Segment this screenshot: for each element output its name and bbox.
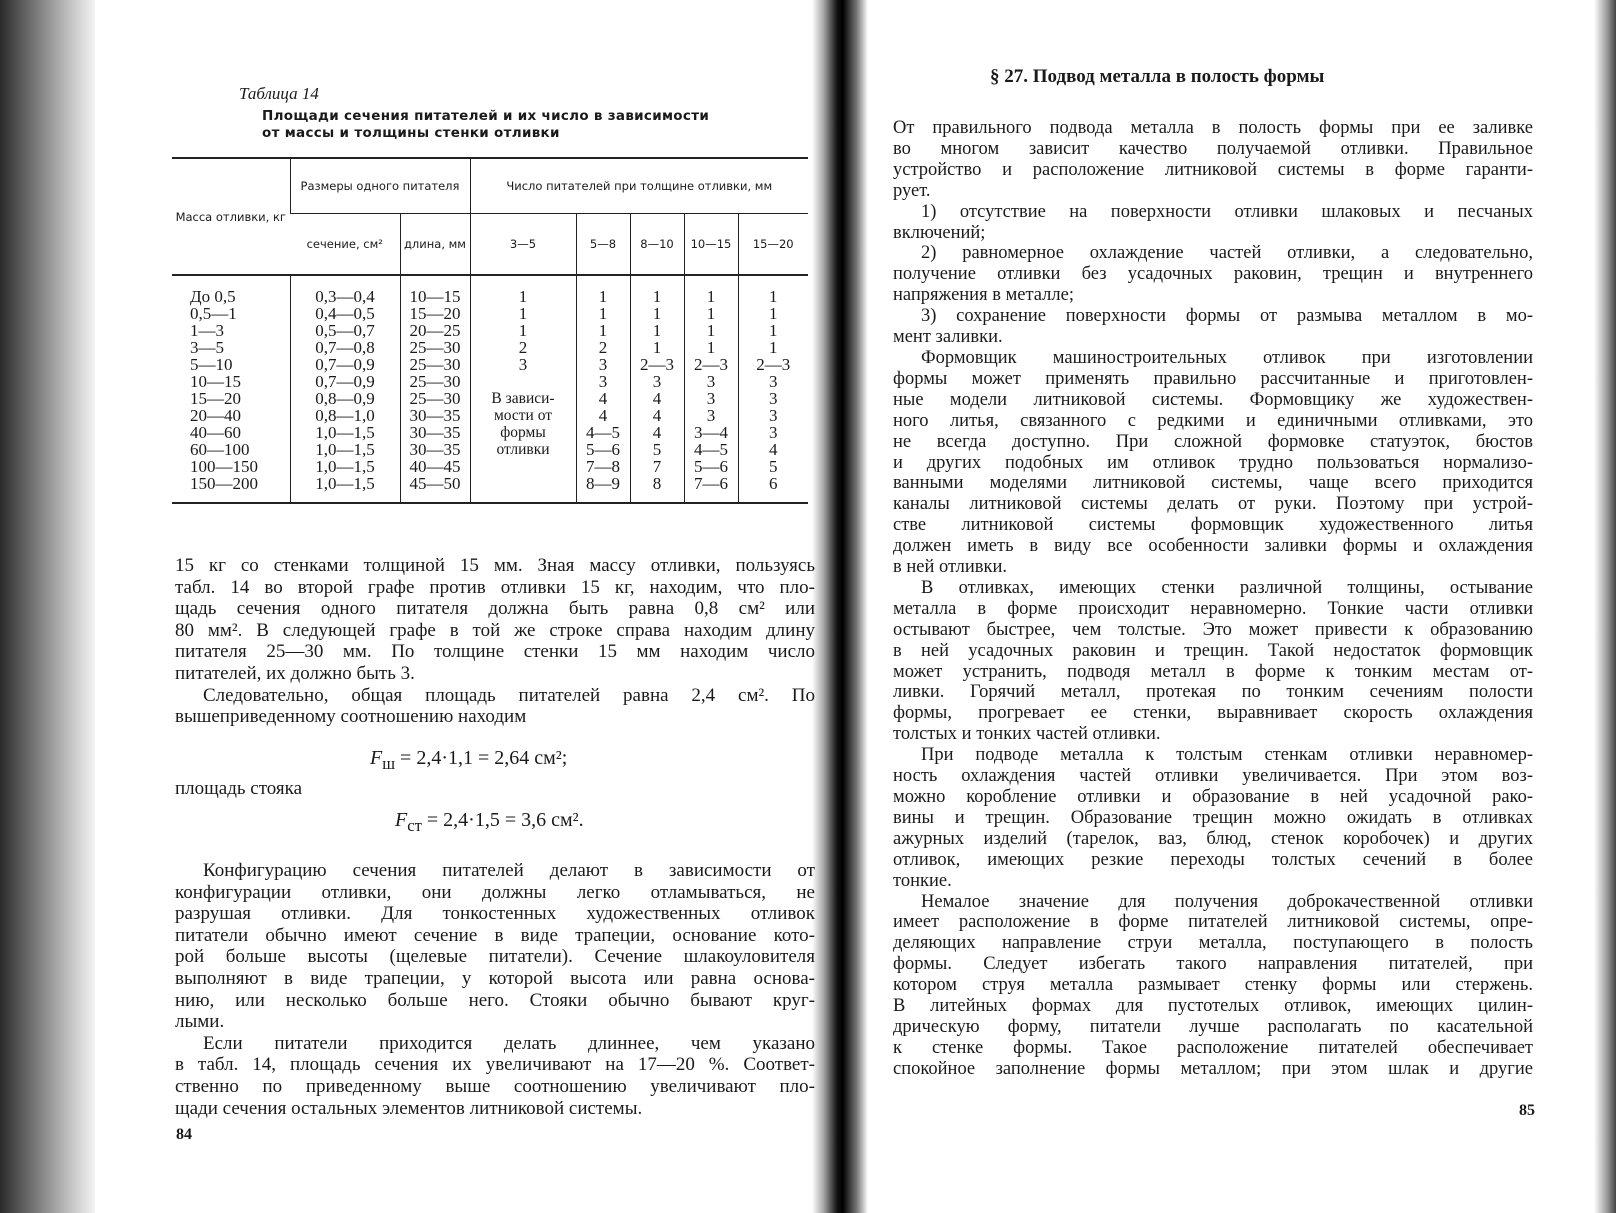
text-line: должен иметь в виду все особенности заливки формы и охлаждения bbox=[893, 536, 1533, 557]
text-line: ность охлаждения частей отливки увеличивается. При этом воз- bbox=[893, 766, 1533, 787]
table-cell: 10—15 bbox=[400, 275, 470, 305]
table-cell: 1 bbox=[576, 305, 630, 322]
table-cell: 1 bbox=[684, 339, 738, 356]
text-line: конфигурации отливки, они должны легко отламываться, не bbox=[175, 881, 815, 903]
cell-mass: 15—20 bbox=[190, 389, 241, 408]
text-line: отливок, имеющих резкие переходы толстых сечений в более bbox=[893, 849, 1533, 870]
text-line: каналы литниковой системы делать от руки. Поэтому при устрой- bbox=[893, 494, 1533, 515]
table-cell: 30—35 bbox=[400, 407, 470, 424]
text-line: не всегда доступно. При сложной формовке статуэток, бюстов bbox=[893, 431, 1533, 452]
table-cell: 7—6 bbox=[684, 475, 738, 503]
table-cell: 2—3 bbox=[630, 356, 684, 373]
text-line: получение отливки без усадочных раковин, трещин и внутреннего bbox=[893, 264, 1533, 285]
table-cell: 25—30 bbox=[400, 390, 470, 407]
formula-symbol: F bbox=[395, 809, 408, 831]
text-line: ные модели литниковой системы. Формовщику же художествен- bbox=[893, 389, 1533, 410]
cell-mass: 20—40 bbox=[190, 406, 241, 425]
table-cell: 1 bbox=[630, 305, 684, 322]
text-line: питателя 25—30 мм. По толщине стенки 15 мм находим число bbox=[175, 641, 815, 663]
table-row bbox=[172, 373, 808, 390]
text-line: Конфигурацию сечения питателей делают в зависимости от bbox=[203, 860, 815, 881]
table-cell: 4 bbox=[576, 407, 630, 424]
cell-mass: 3—5 bbox=[190, 338, 224, 357]
header-thickness: 8—10 bbox=[630, 214, 684, 276]
table-row bbox=[172, 458, 808, 475]
cell-note: мости от bbox=[470, 407, 576, 424]
formula-symbol: F bbox=[370, 747, 383, 769]
table-cell: 4—5 bbox=[684, 441, 738, 458]
table-cell: 4 bbox=[630, 407, 684, 424]
table-cell: 3 bbox=[576, 356, 630, 373]
text-line: толстых и тонких частей отливки. bbox=[893, 724, 1161, 745]
cell-mass: 10—15 bbox=[190, 372, 241, 391]
text-line: в ней отливки. bbox=[893, 557, 1008, 578]
book-edge-left bbox=[0, 0, 95, 1213]
table-cell: 3 bbox=[684, 390, 738, 407]
text-line: щадь сечения одного питателя должна быть равна 0,8 см² или bbox=[175, 598, 815, 620]
table-cell: 5 bbox=[630, 441, 684, 458]
text-line: мент заливки. bbox=[893, 327, 1003, 348]
table-cell: 0,7—0,9 bbox=[290, 356, 400, 373]
table-cell: 3 bbox=[576, 373, 630, 390]
text-line: устройство и расположение литниковой системы в форме гаранти- bbox=[893, 159, 1533, 180]
text-line: дрическую форму, питатели лучше располагать по касательной bbox=[893, 1016, 1533, 1037]
text-line: металла в форме происходит неравномерно. Тонкие части отливки bbox=[893, 598, 1533, 619]
text-line: вины и трещин. Образование трещин можно ожидать в отливках bbox=[893, 807, 1533, 828]
cell-mass: 100—150 bbox=[190, 457, 258, 476]
formula-expression: = 2,4·1,5 = 3,6 см². bbox=[421, 809, 584, 831]
table-cell: 1 bbox=[738, 275, 808, 305]
table-cell: 4 bbox=[576, 390, 630, 407]
table-row bbox=[172, 424, 808, 441]
table-cell: 0,7—0,8 bbox=[290, 339, 400, 356]
table-cell: 15—20 bbox=[400, 305, 470, 322]
text-line: стве литниковой системы формовщик художественного литья bbox=[893, 515, 1533, 536]
text-line: При подводе металла к толстым стенкам отливки неравномер- bbox=[921, 745, 1533, 766]
table-cell: 3 bbox=[470, 356, 576, 373]
text-line: От правильного подвода металла в полость формы при ее заливке bbox=[893, 118, 1533, 138]
table-cell: 8—9 bbox=[576, 475, 630, 503]
table-cell: 3 bbox=[684, 373, 738, 390]
table-cell bbox=[470, 475, 576, 503]
table-cell: 7 bbox=[630, 458, 684, 475]
text-line: Формовщик машиностроительных отливок при изготовлении bbox=[921, 347, 1533, 368]
table-cell: 5 bbox=[738, 458, 808, 475]
table-cell bbox=[470, 373, 576, 390]
table-cell: 0,8—1,0 bbox=[290, 407, 400, 424]
book-edge-right bbox=[1594, 0, 1616, 1213]
table-row bbox=[172, 322, 808, 339]
table-cell: 40—45 bbox=[400, 458, 470, 475]
header-thickness: 5—8 bbox=[576, 214, 630, 276]
table-cell: 0,4—0,5 bbox=[290, 305, 400, 322]
table-cell: 30—35 bbox=[400, 441, 470, 458]
table-cell: 1 bbox=[630, 322, 684, 339]
text-line: 15 кг со стенками толщиной 15 мм. Зная массу отливки, пользуясь bbox=[175, 555, 815, 576]
formula-subscript: ш bbox=[382, 754, 396, 773]
header-thickness: 3—5 bbox=[470, 214, 576, 276]
table-cell: 4 bbox=[630, 424, 684, 441]
header-mass: Масса отливки, кг bbox=[172, 158, 290, 275]
page-number-left: 84 bbox=[176, 1126, 192, 1143]
text-line: деляющих направление струи металла, поступающего в полость bbox=[893, 933, 1533, 954]
table-cell: 1,0—1,5 bbox=[290, 424, 400, 441]
table-cell: 25—30 bbox=[400, 373, 470, 390]
text-line: может устранить, подводя металл в форме к тонким местам от- bbox=[893, 661, 1533, 682]
text-line: в ней усадочных раковин и трещин. Такой недостаток формовщик bbox=[893, 640, 1533, 661]
table-cell: 4 bbox=[630, 390, 684, 407]
feeder-table bbox=[172, 157, 808, 504]
cell-mass: 150—200 bbox=[172, 475, 290, 503]
cell-mass: До 0,5 bbox=[172, 275, 290, 305]
table-cell: 1,0—1,5 bbox=[290, 458, 400, 475]
cell-mass: 0,5—1 bbox=[190, 304, 237, 323]
table-cell: 6 bbox=[738, 475, 808, 503]
table-cell: 3 bbox=[630, 373, 684, 390]
table-row bbox=[172, 390, 808, 407]
text-line: ного литья, связанного с редкими и единичными отливками, это bbox=[893, 410, 1533, 431]
text-line: остывают быстрее, чем толстые. Это может привести к образованию bbox=[893, 619, 1533, 640]
table-cell: 1 bbox=[630, 275, 684, 305]
table-cell: 1 bbox=[684, 275, 738, 305]
text-line: во многом зависит качество получаемой отливки. Правильное bbox=[893, 138, 1533, 159]
table-cell: 1,0—1,5 bbox=[290, 475, 400, 503]
text-line: рой больше высоты (щелевые питатели). Сечение шлакоуловителя bbox=[175, 946, 815, 968]
cell-mass: 60—100 bbox=[190, 440, 250, 459]
text-line: формы может применять правильно рассчитанные и приготовлен- bbox=[893, 368, 1533, 389]
text-line: к стенке формы. Такое расположение питателей обеспечивает bbox=[893, 1037, 1533, 1058]
text-line: ажурных изделий (тарелок, ваз, блюд, стенок коробочек) и других bbox=[893, 828, 1533, 849]
table-row bbox=[172, 275, 808, 305]
text-line: имеет расположение в форме питателей литниковой системы, опре- bbox=[893, 912, 1533, 933]
header-length: длина, мм bbox=[400, 214, 470, 276]
table-cell: 2 bbox=[576, 339, 630, 356]
table-cell: 3 bbox=[738, 407, 808, 424]
text-line: 1) отсутствие на поверхности отливки шлаковых и песчаных bbox=[921, 201, 1533, 222]
table-cell: 0,7—0,9 bbox=[290, 373, 400, 390]
table-cell: 8 bbox=[630, 475, 684, 503]
text-line: табл. 14 во второй графе против отливки 15 кг, находим, что пло- bbox=[175, 576, 815, 598]
cell-note: формы bbox=[470, 424, 576, 441]
table-cell: 1 bbox=[738, 339, 808, 356]
table-cell: 25—30 bbox=[400, 356, 470, 373]
table-cell: 5—6 bbox=[576, 441, 630, 458]
text-line: в табл. 14, площадь сечения их увеличивают на 17—20 %. Соответ- bbox=[175, 1054, 815, 1076]
table-cell: 3—4 bbox=[684, 424, 738, 441]
cell-mass: 40—60 bbox=[190, 423, 241, 442]
table-cell: 0,8—0,9 bbox=[290, 390, 400, 407]
page-number-right: 85 bbox=[1519, 1102, 1535, 1119]
text-line: и других подобных им отливок трудно пользоваться нормализо- bbox=[893, 452, 1533, 473]
text-line: питатели обычно имеют сечение в виде трапеции, основание кото- bbox=[175, 924, 815, 946]
section-title: § 27. Подвод металла в полость формы bbox=[990, 66, 1325, 87]
table-cell: 1 bbox=[738, 305, 808, 322]
left-text-block-2 bbox=[175, 860, 815, 1119]
table-cell: 25—30 bbox=[400, 339, 470, 356]
text-line: котором струя металла размывает стенку формы или стержень. bbox=[893, 975, 1533, 996]
table-cell: 45—50 bbox=[400, 475, 470, 503]
table-cell: 3 bbox=[738, 424, 808, 441]
text-line: Следовательно, общая площадь питателей равна 2,4 см². По bbox=[203, 684, 815, 706]
table-cell: 2 bbox=[470, 339, 576, 356]
book-spine bbox=[812, 0, 868, 1213]
cell-mass: 1—3 bbox=[190, 321, 224, 340]
text-line: формы, прогревает ее стенки, выравнивает скорость охлаждения bbox=[893, 703, 1533, 724]
text-line: В литейных формах для пустотелых отливок, имеющих цилин- bbox=[893, 996, 1533, 1017]
header-feeder-size: Размеры одного питателя bbox=[290, 158, 470, 214]
text-line: 2) равномерное охлаждение частей отливки, а следовательно, bbox=[921, 243, 1533, 264]
header-thickness: 10—15 bbox=[684, 214, 738, 276]
table-row bbox=[172, 475, 808, 503]
table-cell: 3 bbox=[738, 373, 808, 390]
text-line: 3) сохранение поверхности формы от размыва металлом в мо- bbox=[921, 306, 1533, 327]
text-line: тонкие. bbox=[893, 870, 952, 891]
text-line: Немалое значение для получения доброкачественной отливки bbox=[921, 891, 1533, 912]
header-feeder-count: Число питателей при толщине отливки, мм bbox=[470, 158, 808, 214]
text-line: щади сечения остальных элементов литниковой системы. bbox=[175, 1097, 643, 1119]
table-cell bbox=[470, 458, 576, 475]
header-thickness: 15—20 bbox=[738, 214, 808, 276]
text-line: разрушая отливки. Для тонкостенных художественных отливок bbox=[175, 903, 815, 925]
table-cell: 1 bbox=[576, 322, 630, 339]
table-cell: 30—35 bbox=[400, 424, 470, 441]
cell-mass: 5—10 bbox=[190, 355, 233, 374]
text-line: можно коробление отливки и образование в ней усадочной рако- bbox=[893, 787, 1533, 807]
table-cell: 1,0—1,5 bbox=[290, 441, 400, 458]
table-row bbox=[172, 407, 808, 424]
text-line: рует. bbox=[893, 180, 931, 201]
text-line: питателей, их должно быть 3. bbox=[175, 662, 415, 684]
cell-note: В зависи- bbox=[470, 390, 576, 407]
table-cell: 3 bbox=[684, 407, 738, 424]
table-title-line: от массы и толщины стенки отливки bbox=[262, 125, 560, 141]
table-cell: 1 bbox=[470, 305, 576, 322]
table-cell: 1 bbox=[684, 305, 738, 322]
text-line: напряжения в металле; bbox=[893, 285, 1074, 306]
table-cell: 0,3—0,4 bbox=[290, 275, 400, 305]
table-cell: 0,5—0,7 bbox=[290, 322, 400, 339]
table-row bbox=[172, 441, 808, 458]
formula-riser-area bbox=[395, 808, 584, 835]
table-cell: 7—8 bbox=[576, 458, 630, 475]
formula-subscript: ст bbox=[407, 816, 422, 835]
table-row bbox=[172, 339, 808, 356]
table-row bbox=[172, 305, 808, 322]
text-line: лыми. bbox=[175, 1011, 225, 1033]
table-cell: 5—6 bbox=[684, 458, 738, 475]
text-line: ливки. Горячий металл, протекая по тонким сечениям полости bbox=[893, 682, 1533, 703]
text-line: Если питатели приходится делать длиннее, чем указано bbox=[203, 1032, 815, 1054]
table-cell: 1 bbox=[470, 322, 576, 339]
text-line: вышеприведенному соотношению находим bbox=[175, 706, 527, 728]
header-section: сечение, см² bbox=[290, 214, 400, 276]
text-line: спокойное заполнение формы металлом; при этом шлак и другие bbox=[893, 1058, 1533, 1079]
text-line: включений; bbox=[893, 222, 986, 243]
formula-expression: = 2,4·1,1 = 2,64 см²; bbox=[395, 747, 568, 769]
text-line: ственно по приведенному выше соотношению увеличивают пло- bbox=[175, 1075, 815, 1097]
table-body bbox=[172, 275, 808, 503]
text-line: выполняют в виде трапеции, у которой высота или равна основа- bbox=[175, 967, 815, 989]
table-cell: 4—5 bbox=[576, 424, 630, 441]
text-line: В отливках, имеющих стенки различной толщины, остывание bbox=[921, 577, 1533, 598]
cell-note: отливки bbox=[470, 441, 576, 458]
table-cell: 4 bbox=[738, 441, 808, 458]
table-caption: Таблица 14 bbox=[239, 84, 319, 103]
formula-feeder-area bbox=[370, 746, 568, 773]
table-cell: 1 bbox=[470, 275, 576, 305]
table-cell: 2—3 bbox=[738, 356, 808, 373]
table-cell: 1 bbox=[630, 339, 684, 356]
table-cell: 3 bbox=[738, 390, 808, 407]
table-cell: 1 bbox=[738, 322, 808, 339]
text-line: ванными моделями литниковой системы, чаще всего приходится bbox=[893, 473, 1533, 494]
text-line: формы. Следует избегать такого направления питателей, при bbox=[893, 954, 1533, 975]
table-title-line: Площади сечения питателей и их число в зависимости bbox=[262, 108, 710, 124]
text-line: 80 мм². В следующей графе в той же строке справа находим длину bbox=[175, 619, 815, 641]
left-text-block-1 bbox=[175, 555, 815, 728]
table-cell: 2—3 bbox=[684, 356, 738, 373]
table-cell: 20—25 bbox=[400, 322, 470, 339]
table-cell: 1 bbox=[576, 275, 630, 305]
table-title bbox=[262, 108, 709, 142]
text-line: нию, или несколько больше него. Стояки обычно бывают круг- bbox=[175, 989, 815, 1011]
table-cell: 1 bbox=[684, 322, 738, 339]
text-riser-area: площадь стояка bbox=[175, 778, 303, 799]
table-row bbox=[172, 356, 808, 373]
right-text-block bbox=[893, 118, 1533, 1080]
